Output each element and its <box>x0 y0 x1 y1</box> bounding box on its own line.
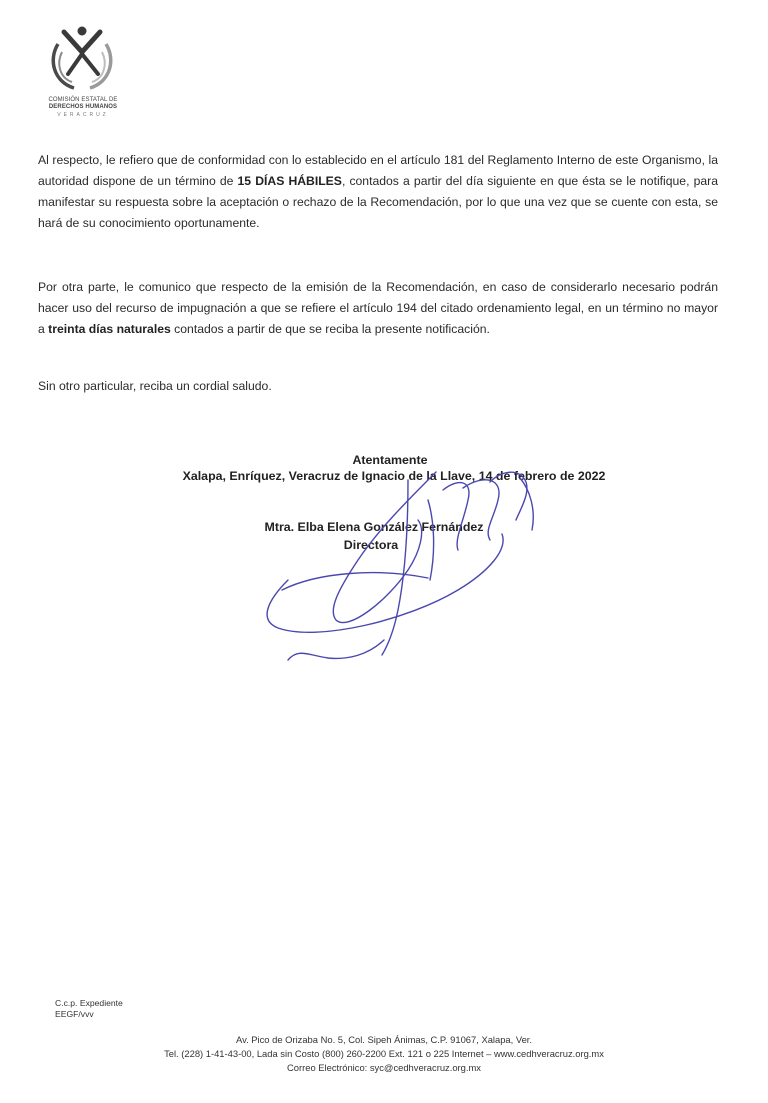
cedh-emblem-icon <box>44 22 122 94</box>
handwritten-signature <box>258 460 548 675</box>
signer-name: Mtra. Elba Elena González Fernández <box>264 520 484 534</box>
paragraph-2-text-c: contados a partir de que se reciba la presente notificación. <box>170 322 490 336</box>
paragraph-2-emphasis: treinta días naturales <box>48 322 171 336</box>
paragraph-1-text-c: , contados a partir del día siguiente en que ésta se le notifique, para manifestar su respuesta sobre la aceptación o rechazo de la Recomendación, por lo que una vez que se cuente con esta, se hará de su conocimiento oportunamente. <box>38 174 718 230</box>
logo-text-line-2: DERECHOS HUMANOS <box>48 104 118 110</box>
paragraph-farewell: Sin otro particular, reciba un cordial saludo. <box>38 379 272 393</box>
paragraph-appeal-notice <box>38 277 718 340</box>
footer-phone-web: Tel. (228) 1-41-43-00, Lada sin Costo (800) 260-2200 Ext. 121 o 225 Internet – www.cedhveracruz.org.mx <box>164 1048 604 1059</box>
cedh-logo <box>38 22 128 124</box>
signer-title: Directora <box>343 538 399 552</box>
footer-email: Correo Electrónico: syc@cedhveracruz.org.mx <box>287 1062 481 1073</box>
closing-place-date: Xalapa, Enríquez, Veracruz de Ignacio de la Llave, 14 de febrero de 2022 <box>182 469 606 483</box>
logo-text-line-1: COMISIÓN ESTATAL DE <box>48 97 118 103</box>
paragraph-1-text-a: Al respecto, le refiero que de conformidad con lo establecido en el artículo 181 del Reglamento Interno de este Organismo, la autoridad dispone de un término de <box>38 153 718 188</box>
logo-text-line-3: VERACRUZ <box>57 112 109 118</box>
cc-initials: EEGF/vvv <box>55 1009 94 1019</box>
paragraph-1-emphasis: 15 DÍAS HÁBILES <box>237 174 342 188</box>
closing-salutation: Atentamente <box>352 453 428 467</box>
paragraph-2-text-a: Por otra parte, le comunico que respecto de la emisión de la Recomendación, en caso de considerarlo necesario podrán hacer uso del recurso de impugnación a que se refiere el artículo 194 del citado ordenamiento legal, en un término no mayor a <box>38 280 718 336</box>
cc-expediente: C.c.p. Expediente <box>55 998 123 1008</box>
footer-address: Av. Pico de Orizaba No. 5, Col. Sipeh Ánimas, C.P. 91067, Xalapa, Ver. <box>236 1034 532 1045</box>
paragraph-term-notice <box>38 150 718 234</box>
